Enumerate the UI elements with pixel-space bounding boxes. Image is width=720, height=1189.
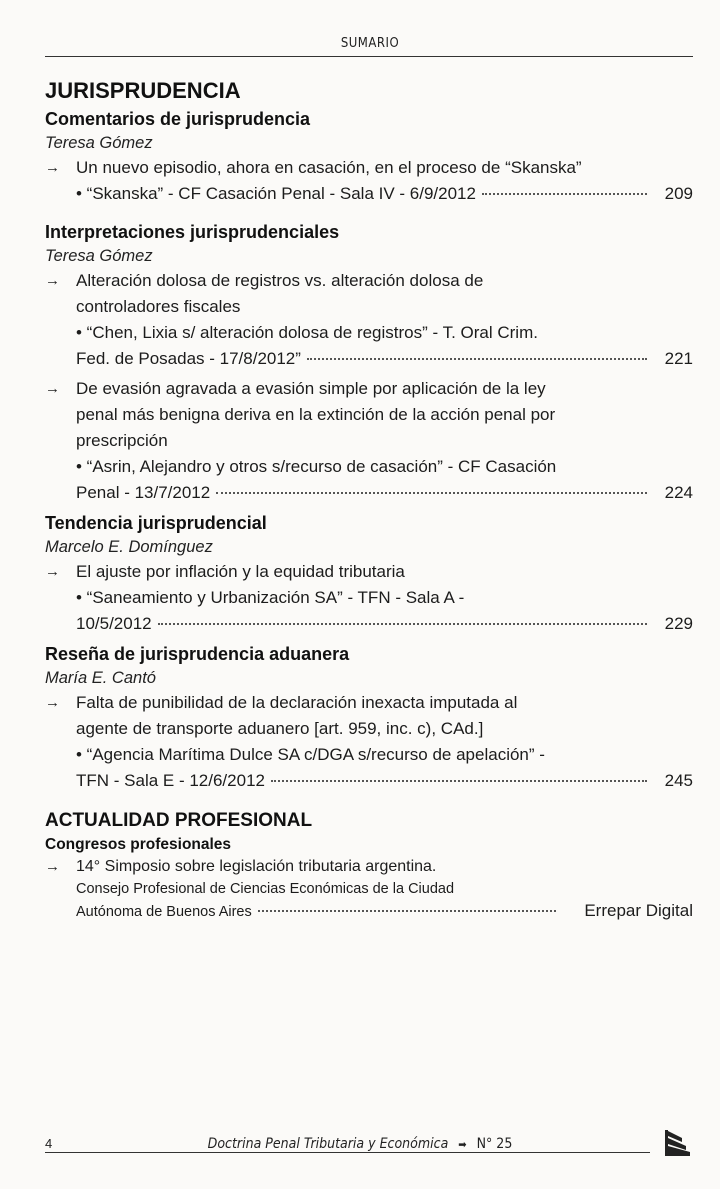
author-name: Teresa Gómez <box>45 247 153 265</box>
arrow-icon: → <box>45 159 60 176</box>
organization-line: Consejo Profesional de Ciencias Económicas de la Ciudad <box>76 881 455 897</box>
subsection-comentarios <box>45 106 693 207</box>
case-reference: Fed. de Posadas - 17/8/2012” <box>76 349 301 368</box>
page-number: 221 <box>664 349 693 368</box>
subsection-interpretaciones <box>45 219 693 506</box>
article-title: Un nuevo episodio, ahora en casación, en el proceso de “Skanska” <box>76 158 582 177</box>
author-name: Teresa Gómez <box>45 134 153 152</box>
article-title-line: agente de transporte aduanero [art. 959, inc. c), CAd.] <box>76 719 484 738</box>
page-reference: Errepar Digital <box>584 901 693 920</box>
case-reference: • “Skanska” - CF Casación Penal - Sala IV - 6/9/2012 <box>76 184 476 203</box>
case-reference: 10/5/2012 <box>76 614 152 633</box>
publisher-logo-icon <box>662 1128 692 1158</box>
header-rule <box>45 56 693 57</box>
section-title-jurisprudencia: JURISPRUDENCIA <box>45 78 241 103</box>
article-title-line: controladores fiscales <box>76 297 241 316</box>
toc-entry[interactable] <box>45 155 693 207</box>
page-header-title: SUMARIO <box>340 36 400 51</box>
arrow-icon: ➡ <box>458 1138 467 1151</box>
subsection-title: Interpretaciones jurisprudenciales <box>45 222 340 242</box>
case-reference: TFN - Sala E - 12/6/2012 <box>76 771 265 790</box>
author-name: María E. Cantó <box>45 669 156 687</box>
summary-content <box>45 76 693 927</box>
subsection-title: Congresos profesionales <box>45 836 232 853</box>
subsection-resena <box>45 641 693 794</box>
article-title: El ajuste por inflación y la equidad tributaria <box>76 562 405 581</box>
footer-page-number: 4 <box>45 1136 53 1151</box>
arrow-icon: → <box>45 858 60 875</box>
dot-leader <box>307 358 647 360</box>
page-number: 209 <box>664 184 693 203</box>
arrow-icon: → <box>45 563 60 580</box>
case-reference: • “Chen, Lixia s/ alteración dolosa de registros” - T. Oral Crim. <box>76 323 538 342</box>
article-title-line: De evasión agravada a evasión simple por aplicación de la ley <box>76 379 546 398</box>
toc-entry[interactable] <box>45 376 693 506</box>
case-reference: • “Agencia Marítima Dulce SA c/DGA s/recurso de apelación” - <box>76 745 545 764</box>
arrow-icon: → <box>45 380 60 397</box>
page-number: 245 <box>664 771 693 790</box>
section-title-actualidad: ACTUALIDAD PROFESIONAL <box>45 810 313 831</box>
journal-name: Doctrina Penal Tributaria y Económica <box>207 1136 449 1152</box>
footer-journal <box>0 1136 720 1152</box>
footer-rule <box>45 1152 650 1153</box>
item-title: 14° Simposio sobre legislación tributaria argentina. <box>76 858 437 875</box>
article-title-line: prescripción <box>76 431 168 450</box>
subsection-congresos <box>45 834 693 923</box>
subsection-title: Reseña de jurisprudencia aduanera <box>45 644 350 664</box>
case-reference: • “Asrin, Alejandro y otros s/recurso de casación” - CF Casación <box>76 457 557 476</box>
case-line <box>76 346 693 372</box>
case-line <box>76 181 693 207</box>
subsection-title: Comentarios de jurisprudencia <box>45 109 311 129</box>
dot-leader <box>216 492 647 494</box>
dot-leader <box>258 910 557 912</box>
toc-entry[interactable] <box>45 856 693 923</box>
subsection-title: Tendencia jurisprudencial <box>45 513 267 533</box>
toc-entry[interactable] <box>45 690 693 794</box>
article-title-line: Alteración dolosa de registros vs. alteración dolosa de <box>76 271 484 290</box>
author-name: Marcelo E. Domínguez <box>45 538 213 556</box>
organization-line: Autónoma de Buenos Aires <box>76 904 252 920</box>
subsection-tendencia <box>45 510 693 637</box>
page-number: 229 <box>664 614 693 633</box>
case-reference: Penal - 13/7/2012 <box>76 483 211 502</box>
case-reference: • “Saneamiento y Urbanización SA” - TFN - Sala A - <box>76 588 465 607</box>
article-title-line: penal más benigna deriva en la extinción de la acción penal por <box>76 405 556 424</box>
case-line <box>76 480 693 506</box>
toc-entry[interactable] <box>45 268 693 372</box>
article-title-line: Falta de punibilidad de la declaración inexacta imputada al <box>76 693 518 712</box>
page-number: 224 <box>664 483 693 502</box>
case-line <box>76 611 693 637</box>
dot-leader <box>158 623 647 625</box>
case-line <box>76 900 693 923</box>
arrow-icon: → <box>45 272 60 289</box>
dot-leader <box>482 193 647 195</box>
case-line <box>76 768 693 794</box>
issue-number: N° 25 <box>476 1136 513 1152</box>
toc-entry[interactable] <box>45 559 693 637</box>
dot-leader <box>271 780 647 782</box>
arrow-icon: → <box>45 694 60 711</box>
